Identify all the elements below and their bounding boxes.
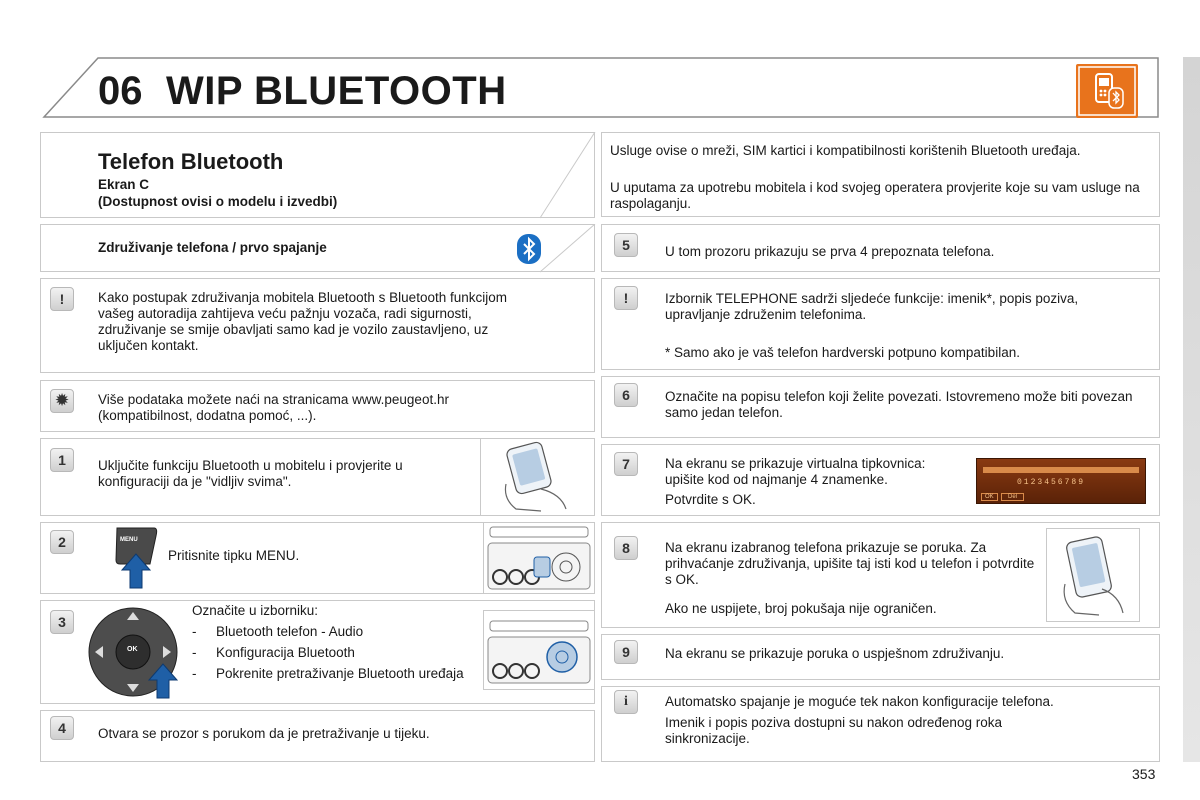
- step-9-number: 9: [614, 640, 638, 664]
- step-7-confirm: Potvrdite s OK.: [665, 492, 756, 507]
- info-text-1: Automatsko spajanje je moguće tek nakon konfiguracije telefona.: [665, 694, 1054, 709]
- compatibility-note: * Samo ako je vaš telefon hardverski potpuno kompatibilan.: [665, 345, 1020, 360]
- warning-text: Kako postupak združivanja mobitela Bluetooth s Bluetooth funkcijom vašeg autoradija zahtijeva veću pažnju vozača, radi sigurnosti, združivanje se smije obavljati samo kad je vozilo zaustavljeno, uz uključen kontakt.: [98, 290, 507, 353]
- radio-panel-illustration: [483, 522, 595, 594]
- screen-type-label: Ekran C: [98, 177, 150, 192]
- step-3-item: - Konfiguracija Bluetooth: [192, 645, 355, 660]
- step-2-number: 2: [50, 530, 74, 554]
- keypad-ok: OK: [981, 493, 998, 501]
- chapter-title: WIP BLUETOOTH: [166, 69, 507, 113]
- step-5-text: U tom prozoru prikazuju se prva 4 prepoznata telefona.: [665, 244, 995, 259]
- radio-panel-illustration: [483, 610, 595, 690]
- tip-icon: ✹: [50, 389, 74, 413]
- keypad-digits: 0123456789: [1017, 478, 1086, 487]
- step-7-text: Na ekranu se prikazuje virtualna tipkovnica: upišite kod od najmanje 4 znamenke.: [665, 456, 926, 487]
- keypad-del: Del: [1001, 493, 1024, 501]
- navigation-pad-illustration: [87, 606, 183, 700]
- step-8-note: Ako ne uspijete, broj pokušaja nije ograničen.: [665, 601, 937, 616]
- availability-note: (Dostupnost ovisi o modelu i izvedbi): [98, 194, 338, 209]
- step-3-item: - Bluetooth telefon - Audio: [192, 624, 364, 639]
- intro-text-2: U uputama za upotrebu mobitela i kod svojeg operatera provjerite koje su vam usluge na raspolaganju.: [610, 180, 1140, 211]
- ok-button-label: OK: [127, 646, 138, 653]
- corner-fold: [540, 224, 596, 273]
- step-3-intro: Označite u izborniku:: [192, 603, 319, 618]
- page-number: 353: [1132, 766, 1156, 782]
- bluetooth-icon: [517, 234, 541, 264]
- corner-fold: [540, 132, 596, 219]
- step-1-text: Uključite funkciju Bluetooth u mobitelu i provjerite u konfiguraciji da je "vidljiv svima".: [98, 458, 403, 489]
- step-8-number: 8: [614, 536, 638, 560]
- warning-icon: !: [614, 286, 638, 310]
- telephone-menu-text: Izbornik TELEPHONE sadrži sljedeće funkcije: imenik*, popis poziva, upravljanje združenim telefonima.: [665, 291, 1079, 322]
- pairing-heading: Združivanje telefona / prvo spajanje: [98, 240, 327, 255]
- step-6-text: Označite na popisu telefon koji želite povezati. Istovremeno može biti povezan samo jedan telefon.: [665, 389, 1133, 420]
- side-thumb-tab: [1183, 57, 1200, 762]
- step-3-number: 3: [50, 610, 74, 634]
- section-title: Telefon Bluetooth: [98, 149, 284, 174]
- step-8-text: Na ekranu izabranog telefona prikazuje se poruka. Za prihvaćanje združivanja, upišite taj isti kod u telefon i potvrdite s OK.: [665, 540, 1035, 587]
- step-9-text: Na ekranu se prikazuje poruka o uspješnom združivanju.: [665, 646, 1005, 661]
- phone-bluetooth-chapter-icon: [1076, 64, 1138, 118]
- info-text-2: Imenik i popis poziva dostupni su nakon određenog roka sinkronizacije.: [665, 715, 1002, 746]
- warning-icon: !: [50, 287, 74, 311]
- menu-button-label: MENU: [120, 537, 138, 543]
- virtual-keypad-screen: [976, 458, 1146, 504]
- step-5-number: 5: [614, 233, 638, 257]
- step-7-number: 7: [614, 452, 638, 476]
- step-6-number: 6: [614, 383, 638, 407]
- tip-text: Više podataka možete naći na stranicama www.peugeot.hr (kompatibilnost, dodatna pomoć, ...).: [98, 392, 449, 423]
- step-3-item: - Pokrenite pretraživanje Bluetooth uređaja: [192, 666, 464, 681]
- step-4-number: 4: [50, 716, 74, 740]
- step-1-number: 1: [50, 448, 74, 472]
- phone-illustration: [480, 438, 595, 516]
- step-4-text: Otvara se prozor s porukom da je pretraživanje u tijeku.: [98, 726, 430, 741]
- step-2-text: Pritisnite tipku MENU.: [168, 548, 300, 563]
- menu-button-illustration: [114, 526, 158, 588]
- intro-text-1: Usluge ovise o mreži, SIM kartici i kompatibilnosti korištenih Bluetooth uređaja.: [610, 143, 1081, 158]
- phone-illustration: [1046, 528, 1140, 622]
- info-icon: i: [614, 690, 638, 714]
- chapter-number: 06: [98, 69, 143, 113]
